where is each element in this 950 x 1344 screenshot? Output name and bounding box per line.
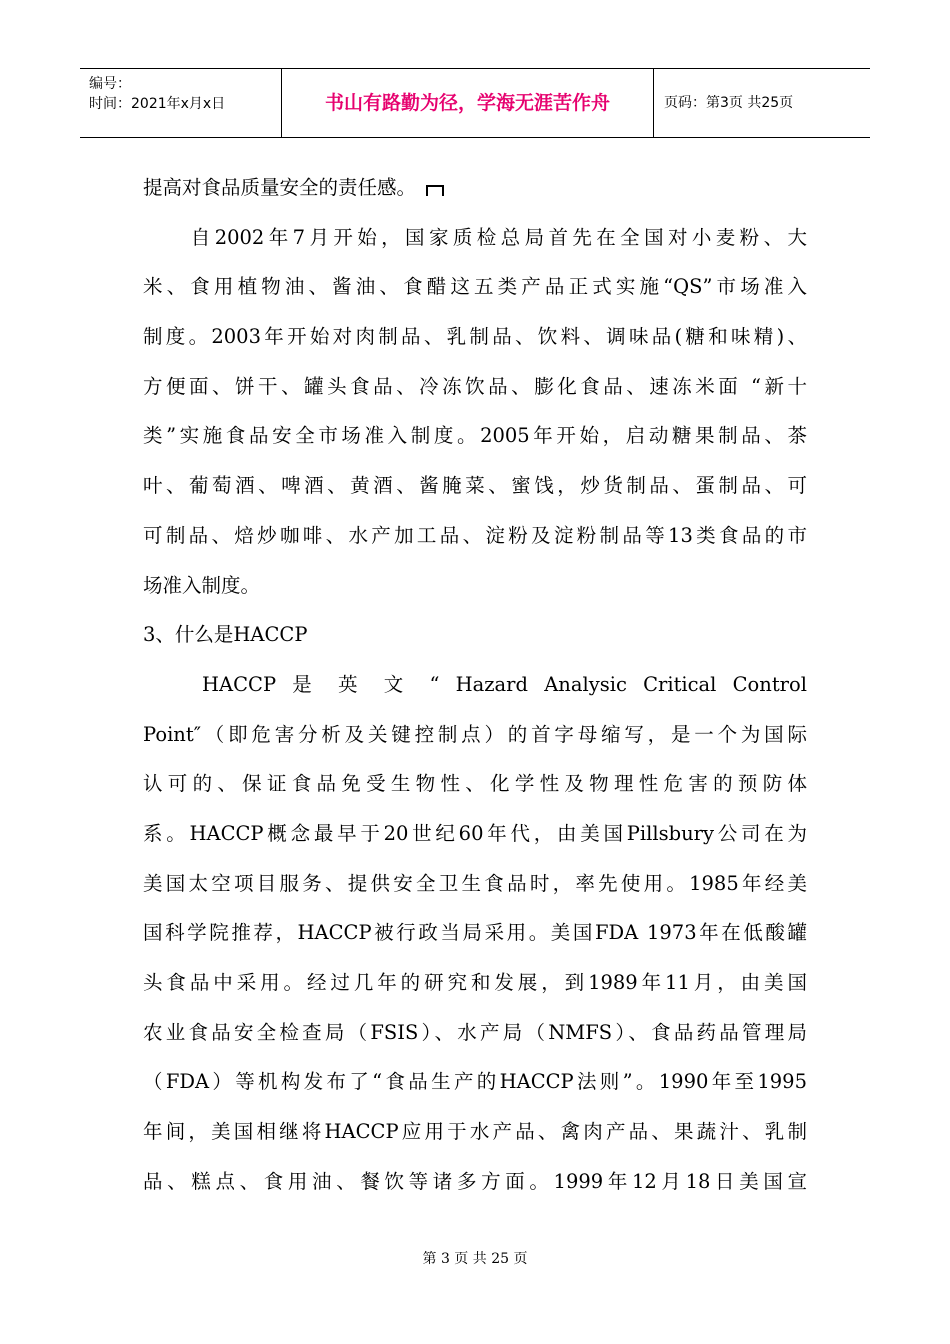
text-line: 品、糕点、食用油、餐饮等诸多方面。1999年12月18日美国宣 <box>143 1169 807 1193</box>
text-line: 制度。2003年开始对肉制品、乳制品、饮料、调味品(糖和味精)、 <box>143 325 807 349</box>
text-line: 方便面、饼干、罐头食品、冷冻饮品、膨化食品、速冻米面 “新十 <box>143 374 807 398</box>
header-info-cell <box>80 69 282 137</box>
text-line: 场准入制度。 <box>143 573 261 597</box>
section-mark-icon <box>426 185 444 196</box>
text-line: 米、食用植物油、酱油、食醋这五类产品正式实施“QS”市场准入 <box>143 275 807 299</box>
page-footer: 第 3 页 共 25 页 <box>422 1251 528 1267</box>
text-line: 美国太空项目服务、提供安全卫生食品时，率先使用。1985年经美 <box>143 871 807 895</box>
text-line: 自2002年7月开始，国家质检总局首先在全国对小麦粉、大 <box>143 225 807 249</box>
text-line: Point″（即危害分析及关键控制点）的首字母缩写，是一个为国际 <box>143 722 807 746</box>
text-line: 类”实施食品安全市场准入制度。2005年开始，启动糖果制品、茶 <box>143 424 807 448</box>
page-number-label: 页码：第3页 共25页 <box>664 95 794 111</box>
text-line: 国科学院推荐，HACCP被行政当局采用。美国FDA 1973年在低酸罐 <box>143 921 807 945</box>
text-line: HACCP 是 英 文 “ Hazard Analysic Critical Control <box>143 672 807 696</box>
document-number-label: 编号： <box>89 76 131 92</box>
text-line: 认可的、保证食品免受生物性、化学性及物理性危害的预防体 <box>143 772 807 796</box>
page-header <box>80 68 870 138</box>
text-line: 农业食品安全检查局（FSIS）、水产局（NMFS）、食品药品管理局 <box>143 1020 807 1044</box>
body-text <box>143 163 807 1206</box>
text-line: 系。HACCP概念最早于20世纪60年代，由美国Pillsbury公司在为 <box>143 821 807 845</box>
section-heading: 3、什么是HACCP <box>143 623 308 647</box>
date-label: 时间：2021年x月x日 <box>89 96 226 112</box>
text-line: 头食品中采用。经过几年的研究和发展，到1989年11月，由美国 <box>143 971 807 994</box>
text-line: （FDA）等机构发布了“食品生产的HACCP法则”。1990年至1995 <box>143 1070 807 1094</box>
text-line: 年间，美国相继将HACCP应用于水产品、禽肉产品、果蔬汁、乳制 <box>143 1120 807 1144</box>
text-line: 可制品、焙炒咖啡、水产加工品、淀粉及淀粉制品等13类食品的市 <box>143 523 807 547</box>
text-line: 提高对食品质量安全的责任感。 <box>143 163 807 213</box>
header-motto: 书山有路勤为径，学海无涯苦作舟 <box>282 69 654 137</box>
text-line: 叶、葡萄酒、啤酒、黄酒、酱腌菜、蜜饯，炒货制品、蛋制品、可 <box>143 474 807 498</box>
